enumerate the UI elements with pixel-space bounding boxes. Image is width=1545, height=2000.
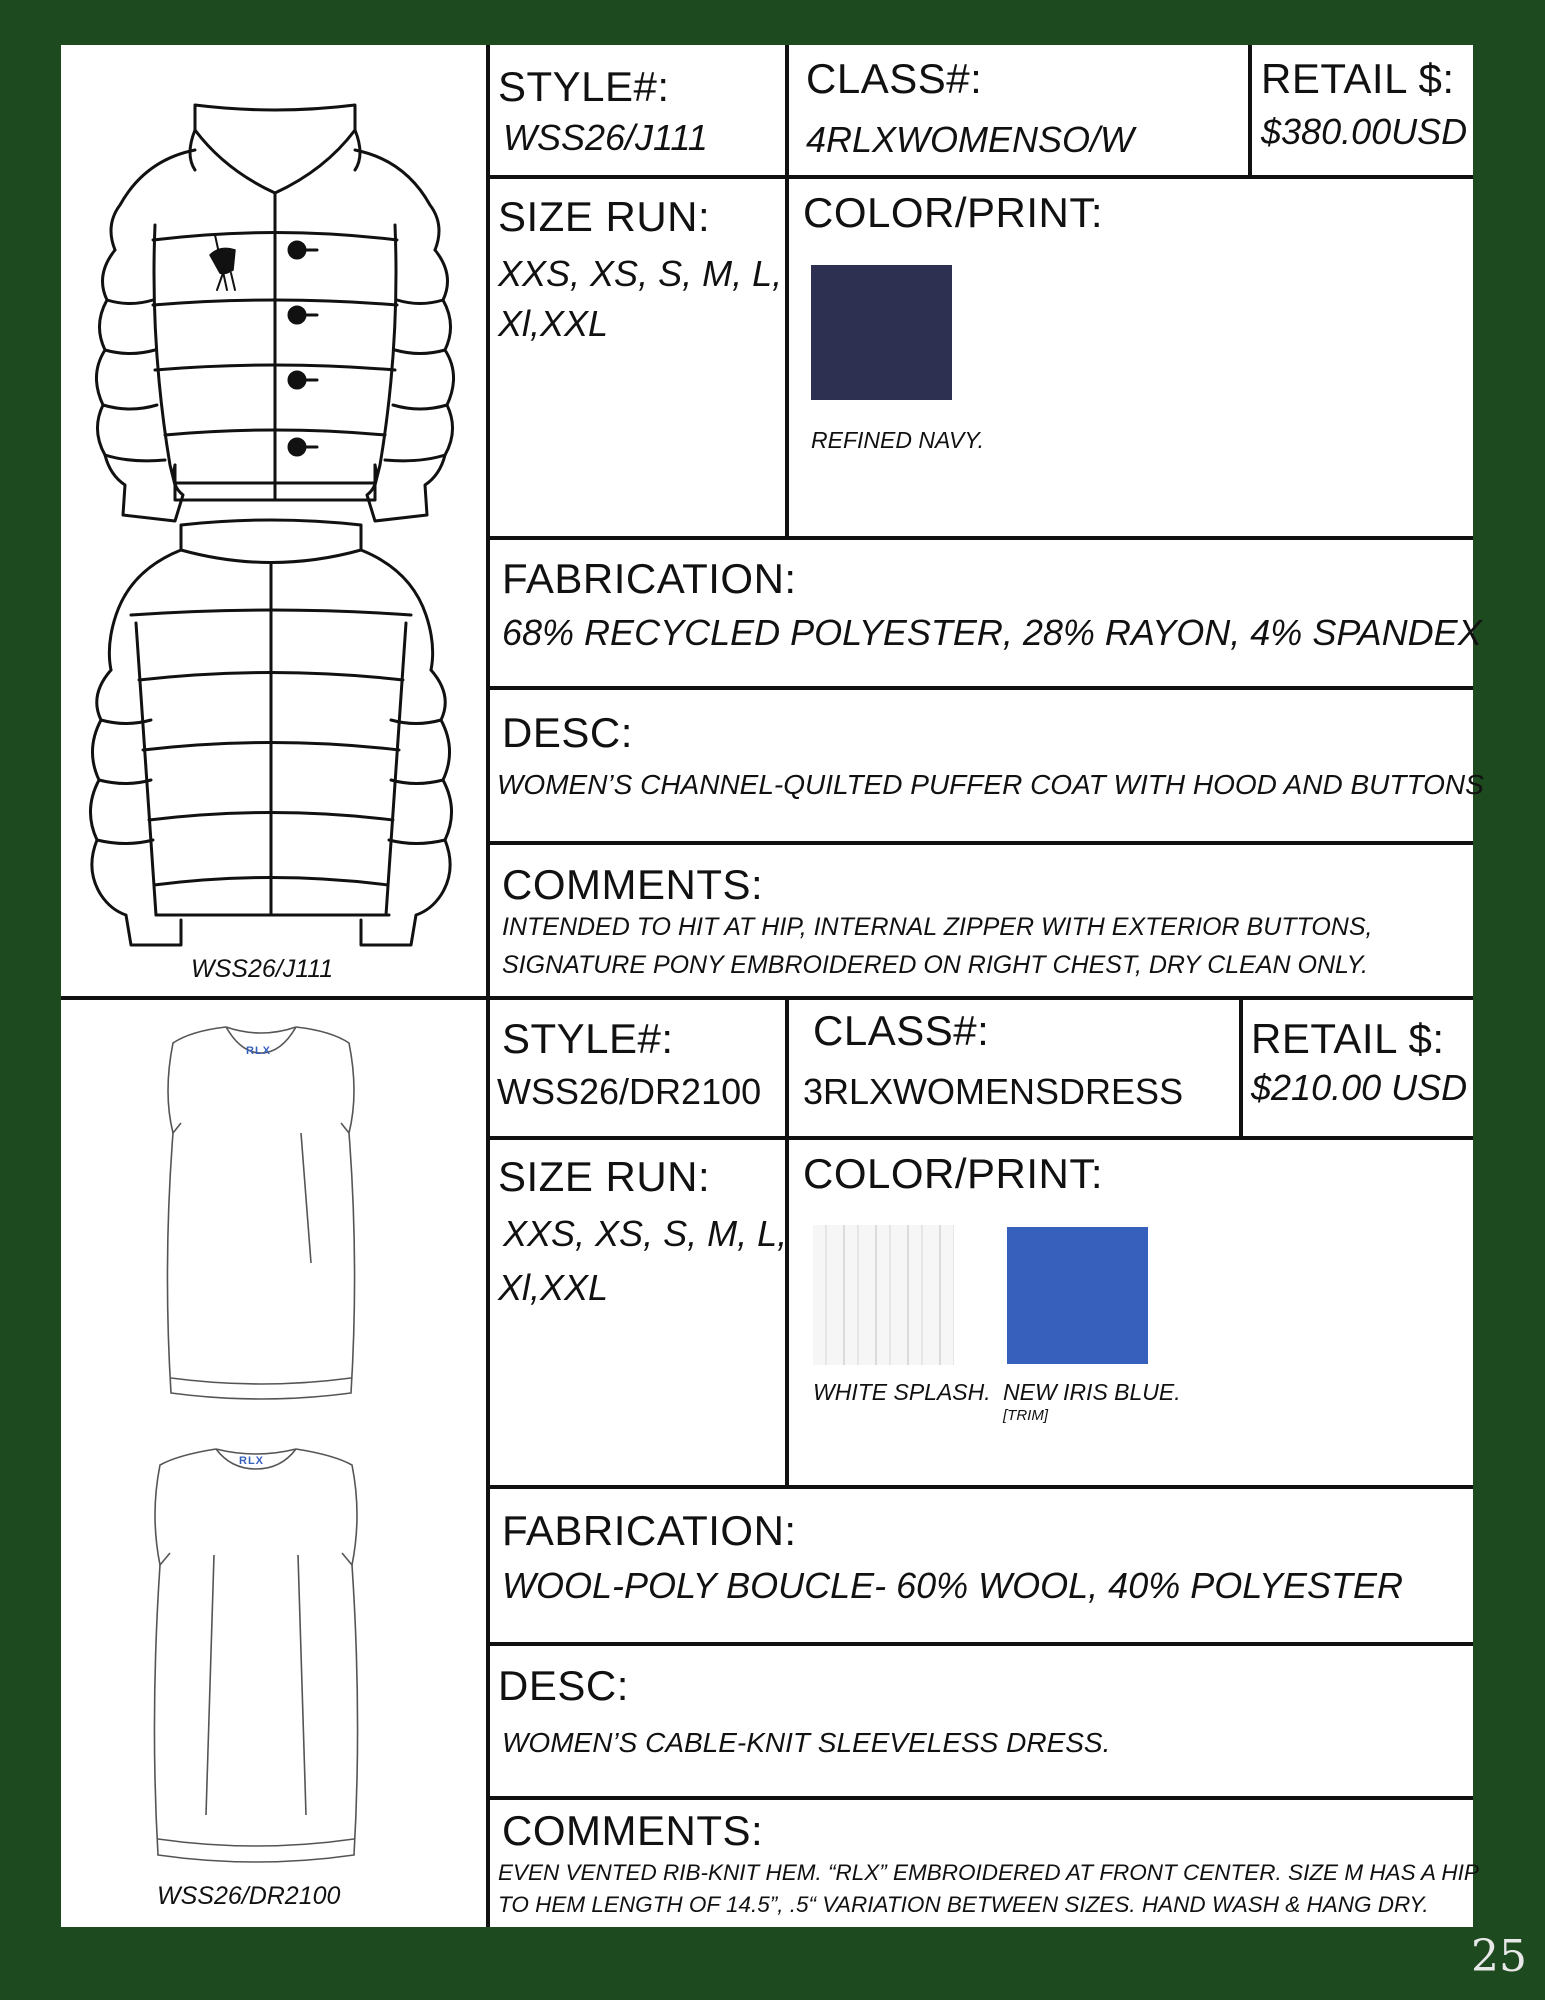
color-swatch-white-splash bbox=[813, 1225, 954, 1365]
comments-line1: EVEN VENTED RIB-KNIT HEM. “RLX” EMBROIDERED AT FRONT CENTER. SIZE M HAS A HIP bbox=[498, 1860, 1479, 1885]
rule bbox=[486, 536, 1473, 540]
fabrication-value: 68% RECYCLED POLYESTER, 28% RAYON, 4% SPANDEX bbox=[502, 612, 1482, 653]
comments-label: COMMENTS: bbox=[502, 1807, 764, 1854]
retail-label: RETAIL $: bbox=[1261, 55, 1455, 102]
color-swatch-new-iris-blue bbox=[1007, 1227, 1148, 1364]
size-run-line2: Xl,XXL bbox=[498, 1267, 609, 1308]
comments-line1: INTENDED TO HIT AT HIP, INTERNAL ZIPPER WITH EXTERIOR BUTTONS, bbox=[502, 913, 1373, 941]
rule bbox=[1239, 1000, 1243, 1140]
puffer-coat-front-sketch bbox=[75, 75, 475, 525]
size-run-line1: XXS, XS, S, M, L, bbox=[503, 1213, 788, 1254]
color-print-label: COLOR/PRINT: bbox=[803, 189, 1104, 236]
comments-label: COMMENTS: bbox=[502, 861, 764, 908]
fabrication-label: FABRICATION: bbox=[502, 555, 797, 602]
color-name: WHITE SPLASH. bbox=[813, 1379, 991, 1405]
class-value: 4RLXWOMENSO/W bbox=[806, 119, 1135, 160]
sketch-caption: WSS26/J111 bbox=[191, 955, 334, 983]
style-value: WSS26/J111 bbox=[503, 117, 708, 158]
rule bbox=[1248, 45, 1252, 179]
color-note: [TRIM] bbox=[1003, 1407, 1048, 1424]
comments-line2: SIGNATURE PONY EMBROIDERED ON RIGHT CHEST, DRY CLEAN ONLY. bbox=[502, 951, 1368, 979]
size-run-line1: XXS, XS, S, M, L, bbox=[498, 253, 783, 294]
rule bbox=[486, 175, 1473, 179]
rule bbox=[486, 1136, 1473, 1140]
size-run-line2: Xl,XXL bbox=[498, 303, 609, 344]
class-value: 3RLXWOMENSDRESS bbox=[803, 1071, 1184, 1112]
sketch-caption: WSS26/DR2100 bbox=[157, 1882, 341, 1910]
rule bbox=[486, 686, 1473, 690]
desc-label: DESC: bbox=[502, 709, 633, 756]
retail-value: $380.00USD bbox=[1261, 111, 1468, 152]
fabrication-label: FABRICATION: bbox=[502, 1507, 797, 1554]
style-label: STYLE#: bbox=[498, 63, 670, 110]
spec-sheet bbox=[61, 45, 1484, 1927]
color-print-label: COLOR/PRINT: bbox=[803, 1150, 1104, 1197]
retail-label: RETAIL $: bbox=[1251, 1015, 1445, 1062]
rule bbox=[486, 1485, 1473, 1489]
rlx-logo-back: RLX bbox=[239, 1455, 264, 1467]
retail-value: $210.00 USD bbox=[1251, 1067, 1468, 1108]
desc-value: WOMEN’S CABLE-KNIT SLEEVELESS DRESS. bbox=[502, 1727, 1111, 1758]
dress-back-sketch bbox=[136, 1435, 376, 1875]
color-name: REFINED NAVY. bbox=[811, 427, 984, 453]
color-swatch-refined-navy bbox=[811, 265, 952, 400]
class-label: CLASS#: bbox=[806, 55, 983, 102]
color-name: NEW IRIS BLUE. bbox=[1003, 1379, 1181, 1405]
product-divider bbox=[61, 996, 1473, 1000]
style-value: WSS26/DR2100 bbox=[497, 1071, 762, 1112]
size-run-label: SIZE RUN: bbox=[498, 1153, 711, 1200]
rule bbox=[486, 1642, 1473, 1646]
rule bbox=[785, 45, 789, 540]
rlx-logo-front: RLX bbox=[246, 1045, 271, 1057]
size-run-label: SIZE RUN: bbox=[498, 193, 711, 240]
class-label: CLASS#: bbox=[813, 1007, 990, 1054]
fabrication-value: WOOL-POLY BOUCLE- 60% WOOL, 40% POLYESTER bbox=[502, 1565, 1404, 1606]
rule bbox=[486, 841, 1473, 845]
comments-line2: TO HEM LENGTH OF 14.5”, .5“ VARIATION BETWEEN SIZES. HAND WASH & HANG DRY. bbox=[498, 1892, 1429, 1917]
page-number: 25 bbox=[1471, 1931, 1527, 1982]
dress-front-sketch bbox=[151, 1013, 371, 1413]
rule bbox=[486, 1796, 1473, 1800]
desc-label: DESC: bbox=[498, 1662, 629, 1709]
desc-value: WOMEN’S CHANNEL-QUILTED PUFFER COAT WITH HOOD AND BUTTONS bbox=[497, 769, 1484, 800]
style-label: STYLE#: bbox=[502, 1015, 674, 1062]
puffer-coat-back-sketch bbox=[71, 515, 471, 965]
